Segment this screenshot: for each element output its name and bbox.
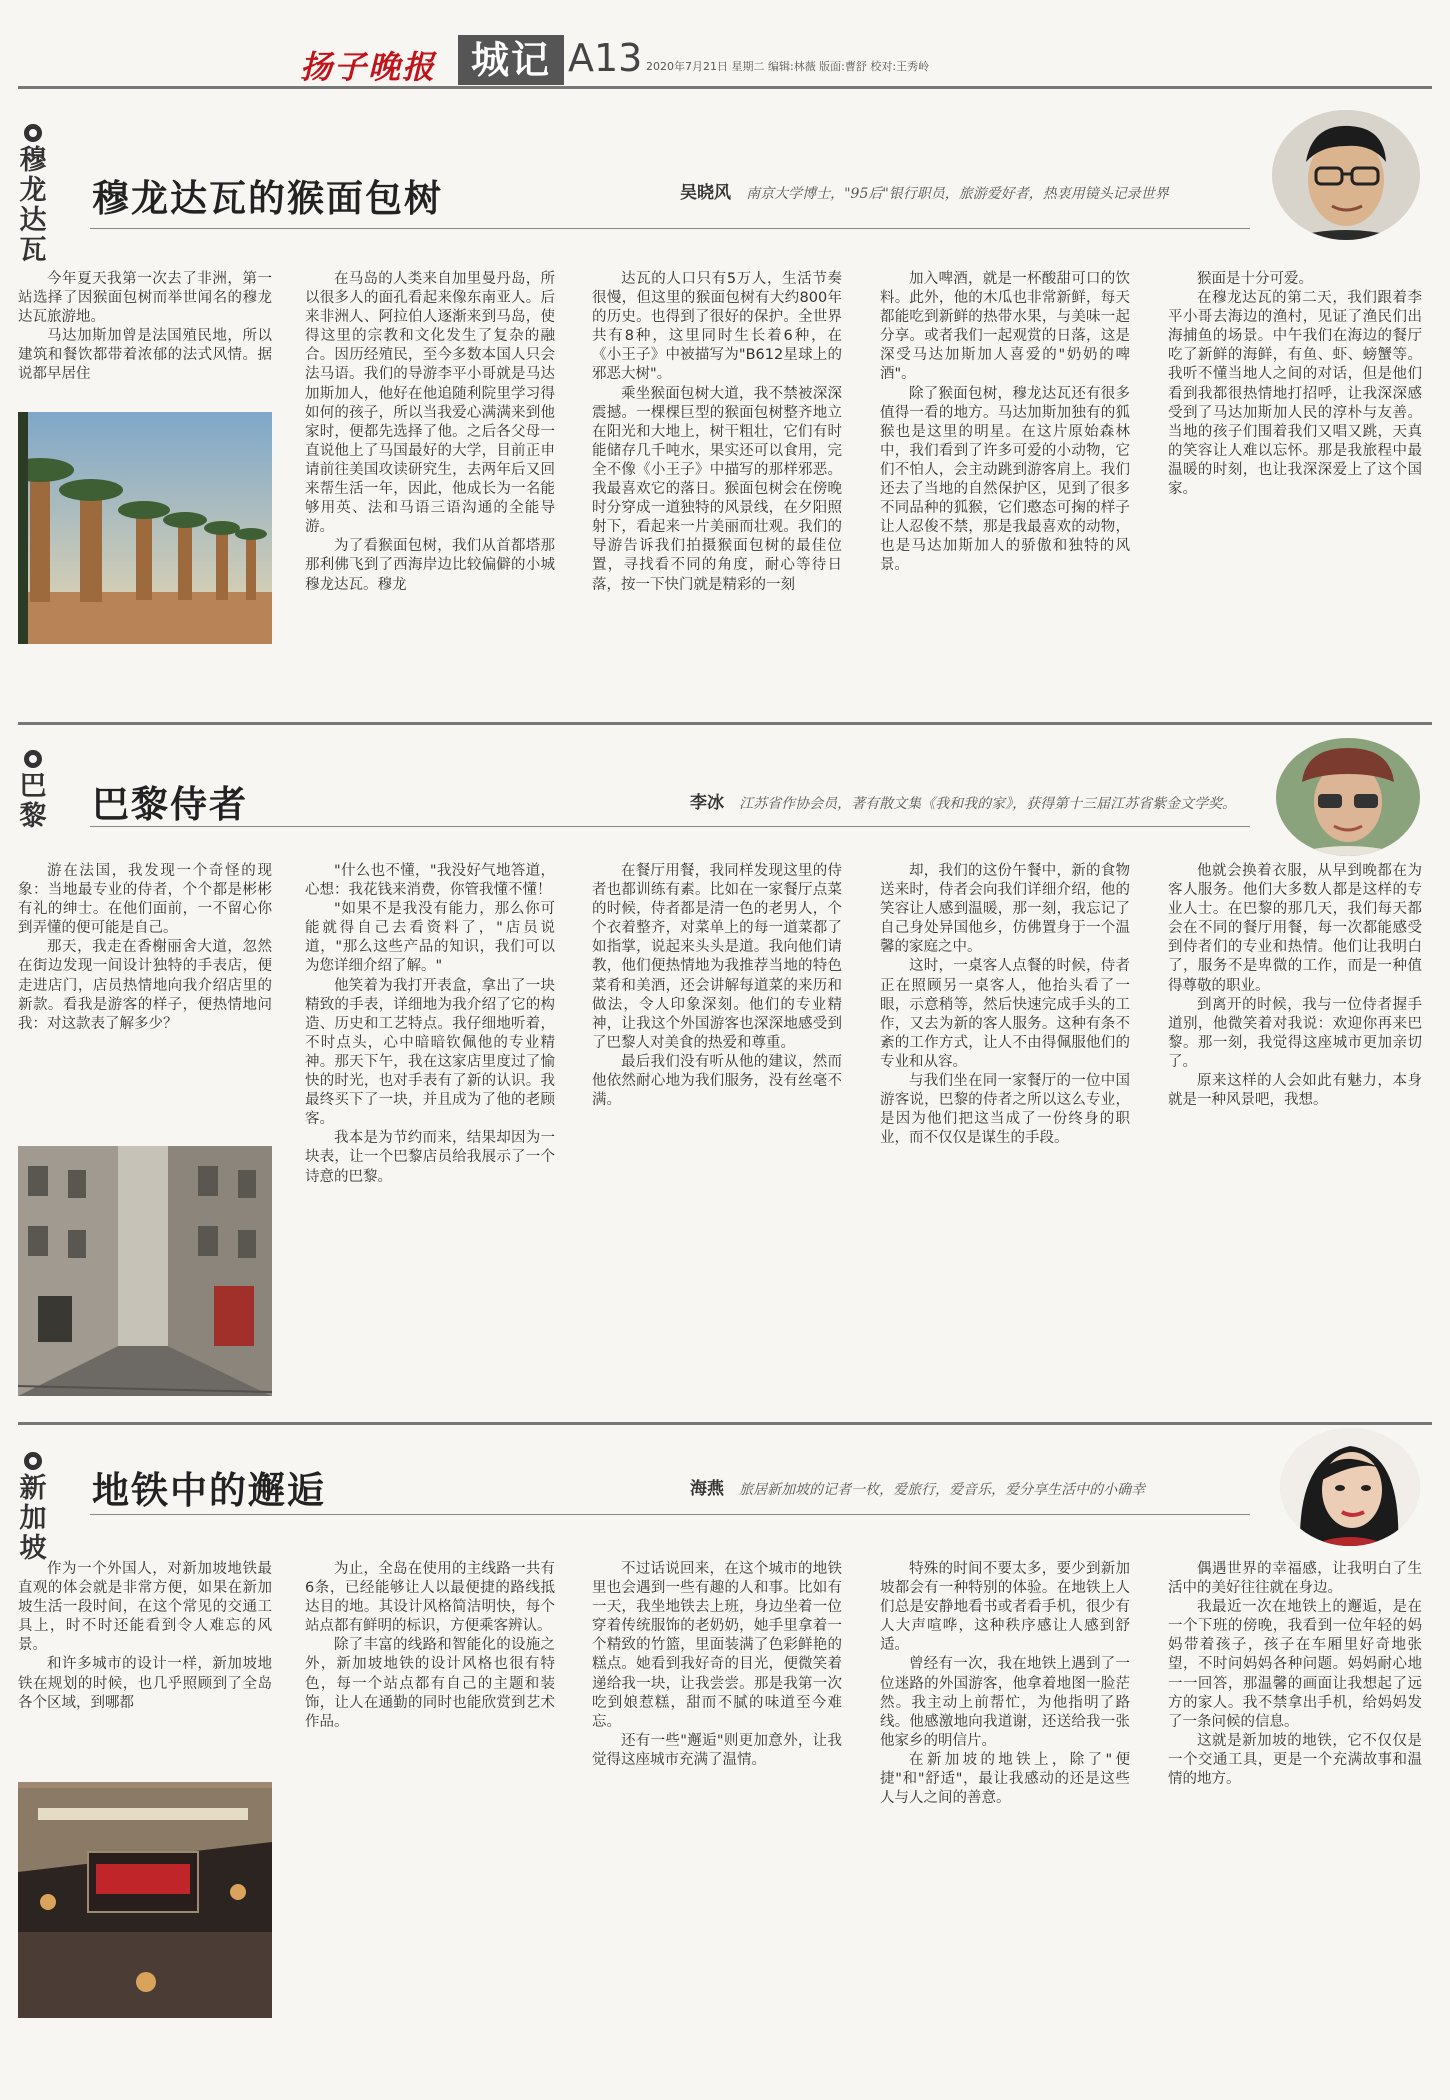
author-name: 海燕 bbox=[690, 1479, 724, 1499]
author-bio: 江苏省作协会员，著有散文集《我和我的家》，获得第十三届江苏省紫金文学奖。 bbox=[739, 796, 1237, 812]
author-name: 李冰 bbox=[690, 793, 724, 813]
paragraph: 他就会换着衣服，从早到晚都在为客人服务。他们大多数人都是这样的专业人士。在巴黎的那几天，我们每天都会在不同的餐厅用餐，每一次都能感受到侍者们的专业和热情。他们让我明白了，服务不是卑微的工作，而是一种值得尊敬的职业。 bbox=[1168, 863, 1422, 994]
section-rule bbox=[18, 722, 1432, 725]
byline bbox=[680, 178, 1169, 203]
ring-bullet-icon bbox=[24, 1452, 42, 1470]
article-column bbox=[1168, 270, 1422, 644]
paragraph: 我最近一次在地铁上的邂逅，是在一个下班的傍晚，我看到一位年轻的妈妈带着孩子，孩子在车厢里好奇地张望，不时问妈妈各种问题。妈妈耐心地一一回答，那温馨的画面让我想起了远方的家人。我不禁拿出手机，给妈妈发了一条问候的信息。 bbox=[1168, 1599, 1422, 1730]
section-title: 城记 bbox=[458, 35, 564, 85]
paragraph: 马达加斯加曾是法国殖民地，所以建筑和餐饮都带着浓郁的法式风情。据说都早居住 bbox=[18, 328, 272, 383]
paragraph: 还有一些"邂逅"则更加意外，让我觉得这座城市充满了温情。 bbox=[592, 1732, 842, 1768]
article-column bbox=[1168, 1560, 1422, 2078]
article-column bbox=[18, 862, 272, 1140]
article-column bbox=[592, 862, 842, 1396]
paragraph: 到离开的时候，我与一位侍者握手道别，他微笑着对我说：欢迎你再来巴黎。那一刻，我觉得这座城市更加亲切了。 bbox=[1168, 996, 1422, 1070]
author-bio: 旅居新加坡的记者一枚，爱旅行，爱音乐，爱分享生活中的小确幸 bbox=[739, 1482, 1146, 1498]
article-column bbox=[1168, 862, 1422, 1396]
paragraph: 不过话说回来，在这个城市的地铁里也会遇到一些有趣的人和事。比如有一天，我坐地铁去上班，身边坐着一位穿着传统服饰的老奶奶，她手里拿着一个精致的竹篮，里面装满了色彩鲜艳的糕点。她看到我好奇的目光，便微笑着递给我一块，让我尝尝。那是我第一次吃到娘惹糕，甜而不腻的味道至今难忘。 bbox=[592, 1561, 842, 1730]
paragraph: 在餐厅用餐，我同样发现这里的侍者也都训练有素。比如在一家餐厅点菜的时候，侍者都是清一色的老男人，个个衣着整齐，对菜单上的每一道菜都了如指掌，说起来头头是道。我向他们请教，他们便热情地为我推荐当地的特色菜肴和美酒，还会讲解每道菜的来历和做法，令人印象深刻。他们的专业精神，让我这个外国游客也深深地感受到了巴黎人对美食的热爱和尊重。 bbox=[592, 863, 842, 1051]
paragraph: 乘坐猴面包树大道，我不禁被深深震撼。一棵棵巨型的猴面包树整齐地立在阳光和大地上，树干粗壮，它们有时能储存几千吨水，果实还可以食用，完全不像《小王子》中描写的那样邪恶。我最喜欢它的落日。猴面包树会在傍晚时分穿成一道独特的风景线，在夕阳照射下，看起来一片美丽而壮观。我们的导游告诉我们拍摄猴面包树的最佳位置，寻找看不同的角度，耐心等待日落，按一下快门就是精彩的一刻 bbox=[592, 385, 842, 593]
ring-bullet-icon bbox=[24, 124, 42, 142]
paragraph: 那天，我走在香榭丽舍大道，忽然在街边发现一间设计独特的手表店，便走进店门，店员热情地向我介绍店里的新款。看我是游客的样子，便热情地问我：对这款表了解多少？ bbox=[18, 939, 272, 1032]
article-column bbox=[592, 1560, 842, 2078]
article-column bbox=[305, 270, 555, 644]
page-number: A13 bbox=[568, 36, 643, 80]
baobab-photo bbox=[18, 412, 272, 644]
article-column bbox=[18, 270, 272, 410]
article-column bbox=[305, 862, 555, 1396]
article-title: 穆龙达瓦的猴面包树 bbox=[92, 176, 443, 220]
tag-char: 达 bbox=[19, 205, 47, 236]
paragraph: 除了丰富的线路和智能化的设施之外，新加坡地铁的设计风格也很有特色，每一个站点都有自己的主题和装饰，让人在通勤的同时也能欣赏到艺术作品。 bbox=[305, 1637, 555, 1730]
paragraph: 除了猴面包树，穆龙达瓦还有很多值得一看的地方。马达加斯加独有的狐猴也是这里的明星。在这片原始森林中，我们看到了许多可爱的小动物，它们不怕人，会主动跳到游客肩上。我们还去了当地的自然保护区，见到了很多不同品种的狐猴，它们憨态可掬的样子让人忍俊不禁，那是我最喜欢的动物，也是马达加斯加人的骄傲和独特的风景。 bbox=[880, 385, 1130, 574]
paragraph: 在新加坡的地铁上，除了"便捷"和"舒适"，最让我感动的还是这些人与人之间的善意。 bbox=[880, 1751, 1130, 1807]
article-title: 巴黎侍者 bbox=[92, 782, 248, 826]
subway-photo bbox=[18, 1782, 272, 2018]
paragraph: 却，我们的这份午餐中，新的食物送来时，侍者会向我们详细介绍，他的笑容让人感到温暖，那一刻，我忘记了自己身处异国他乡，仿佛置身于一个温馨的家庭之中。 bbox=[880, 863, 1130, 956]
paragraph: 偶遇世界的幸福感，让我明白了生活中的美好往往就在身边。 bbox=[1168, 1561, 1422, 1597]
paragraph: 特殊的时间不要太多，要少到新加坡都会有一种特别的体验。在地铁上人们总是安静地看书或者看手机，很少有人大声喧哗，这种秩序感让人感到舒适。 bbox=[880, 1561, 1130, 1654]
tag-char: 穆 bbox=[19, 145, 47, 176]
paragraph: 在马岛的人类来自加里曼丹岛，所以很多人的面孔看起来像东南亚人。后来非洲人、阿拉伯人逐渐来到马岛，使得这里的宗教和文化发生了复杂的融合。因历经殖民，至今多数本国人只会法马语。我们的导游李平小哥就是马达加斯加人，他好在他追随利院里学习得如何的孩子，所以当我爱心满满来到他家时，便都先选择了他。之后各父母一直说他上了马国最好的大学，目前正申请前往美国攻读研究生，去两年后又回来帮生活一年，因此，他成长为一名能够用英、法和马语三语沟通的全能导游。 bbox=[305, 271, 555, 536]
article-column bbox=[305, 1560, 555, 2078]
paragraph: 这就是新加坡的地铁，它不仅仅是一个交通工具，更是一个充满故事和温情的地方。 bbox=[1168, 1732, 1422, 1788]
paragraph: 作为一个外国人，对新加坡地铁最直观的体会就是非常方便，如果在新加坡生活一段时间，在这个常见的交通工具上，时不时还能看到令人难忘的风景。 bbox=[18, 1561, 272, 1654]
paragraph: 为了看猴面包树，我们从首都塔那那利佛飞到了西海岸边比较偏僻的小城穆龙达瓦。穆龙 bbox=[305, 538, 555, 593]
author-name: 吴晓风 bbox=[680, 183, 731, 203]
paragraph: 猴面是十分可爱。 bbox=[1197, 271, 1313, 287]
ring-bullet-icon bbox=[24, 750, 42, 768]
tag-char: 加 bbox=[19, 1503, 47, 1534]
paragraph: 这时，一桌客人点餐的时候，侍者正在照顾另一桌客人，他抬头看了一眼，示意稍等，然后快速完成手头的工作，又去为新的客人服务。这种有条不紊的工作方式，让人不由得佩服他们的专业和从容。 bbox=[880, 958, 1130, 1070]
vertical-tag bbox=[18, 1452, 48, 1564]
vertical-tag bbox=[18, 124, 48, 266]
paragraph: "什么也不懂，"我没好气地答道，心想：我花钱来消费，你管我懂不懂！ bbox=[305, 863, 555, 899]
tag-char: 瓦 bbox=[19, 235, 47, 266]
article-column bbox=[880, 270, 1130, 644]
paris-street-photo bbox=[18, 1146, 272, 1396]
paragraph: 原来这样的人会如此有魅力，本身就是一种风景吧，我想。 bbox=[1168, 1073, 1422, 1109]
paragraph: 曾经有一次，我在地铁上遇到了一位迷路的外国游客，他拿着地图一脸茫然。我主动上前帮忙，为他指明了路线。他感激地向我道谢，还送给我一张他家乡的明信片。 bbox=[880, 1656, 1130, 1749]
section-rule bbox=[18, 1422, 1432, 1425]
masthead-rule bbox=[18, 86, 1432, 89]
tag-char: 新 bbox=[19, 1473, 47, 1504]
article-column bbox=[18, 1560, 272, 1778]
title-rule bbox=[90, 1514, 1250, 1515]
article-column bbox=[880, 1560, 1130, 2078]
paragraph: 今年夏天我第一次去了非洲，第一站选择了因猴面包树而举世闻名的穆龙达瓦旅游地。 bbox=[18, 271, 272, 326]
title-rule bbox=[90, 826, 1250, 827]
tag-char: 黎 bbox=[19, 801, 47, 832]
vertical-tag bbox=[18, 750, 48, 832]
article-column bbox=[880, 862, 1130, 1396]
paragraph: 游在法国，我发现一个奇怪的现象：当地最专业的侍者，个个都是彬彬有礼的绅士。在他们面前，一不留心你到弄懂的便可能是自己。 bbox=[18, 863, 272, 937]
author-avatar bbox=[1280, 1428, 1420, 1546]
paragraph: 为止，全岛在使用的主线路一共有6条，已经能够让人以最便捷的路线抵达目的地。其设计风格简洁明快，每个站点都有鲜明的标识，方便乘客辨认。 bbox=[305, 1561, 555, 1635]
issue-meta: 2020年7月21日 星期二 编辑:林薇 版面:曹舒 校对:王秀岭 bbox=[646, 60, 930, 73]
paragraph: 最后我们没有听从他的建议，然而他依然耐心地为我们服务，没有丝毫不满。 bbox=[592, 1053, 842, 1109]
paragraph: 他笑着为我打开表盒，拿出了一块精致的手表，详细地为我介绍了它的构造、历史和工艺特点。我仔细地听着，不时点头，心中暗暗钦佩他的专业精神。那天下午，我在这家店里度过了愉快的时光，也对手表有了新的认识。我最终买下了一块，并且成为了他的老顾客。 bbox=[305, 977, 555, 1128]
paragraph: "如果不是我没有能力，那么你可能就得自己去看资料了，"店员说道，"那么这些产品的知识，我们可以为您详细介绍了解。" bbox=[305, 901, 555, 975]
paragraph: 加入啤酒，就是一杯酸甜可口的饮料。此外，他的木瓜也非常新鲜，每天都能吃到新鲜的热带水果，与美味一起分享。或者我们一起观赏的日落，这是深受马达加斯加人喜爱的"奶奶的啤酒"。 bbox=[880, 271, 1130, 383]
author-avatar bbox=[1272, 110, 1420, 240]
author-avatar bbox=[1276, 738, 1420, 856]
newspaper-logo: 扬子晚报 bbox=[300, 48, 437, 86]
masthead bbox=[0, 0, 1450, 88]
tag-char: 坡 bbox=[19, 1533, 47, 1564]
author-bio: 南京大学博士，"95后"银行职员，旅游爱好者，热衷用镜头记录世界 bbox=[746, 186, 1169, 202]
tag-char: 巴 bbox=[19, 771, 47, 802]
title-rule bbox=[90, 228, 1250, 229]
paragraph: 与我们坐在同一家餐厅的一位中国游客说，巴黎的侍者之所以这么专业，是因为他们把这当成了一份终身的职业，而不仅仅是谋生的手段。 bbox=[880, 1073, 1130, 1147]
article-title: 地铁中的邂逅 bbox=[92, 1468, 326, 1512]
byline bbox=[690, 1474, 1145, 1499]
paragraph: 达瓦的人口只有5万人，生活节奏很慢，但这里的猴面包树有大约800年的历史。也得到了很好的保护。全世界共有8种，这里同时生长着6种，在《小王子》中被描写为"B612星球上的邪恶大树"。 bbox=[592, 271, 842, 383]
paragraph: 我本是为节约而来，结果却因为一块表，让一个巴黎店员给我展示了一个诗意的巴黎。 bbox=[305, 1130, 555, 1185]
tag-char: 龙 bbox=[19, 175, 47, 206]
paragraph: 和许多城市的设计一样，新加坡地铁在规划的时候，也几乎照顾到了全岛各个区域，到哪都 bbox=[18, 1656, 272, 1711]
byline bbox=[690, 788, 1236, 813]
paragraph: 在穆龙达瓦的第二天，我们跟着李平小哥去海边的渔村，见证了渔民们出海捕鱼的场景。中午我们在海边的餐厅吃了新鲜的海鲜，有鱼、虾、螃蟹等。我听不懂当地人之间的对话，但是他们看到我都很热情地打招呼，让我深深感受到了马达加斯加人民的淳朴与友善。当地的孩子们围着我们又唱又跳，天真的笑容让人难以忘怀。那是我旅程中最温暖的时刻，也让我深深爱上了这个国家。 bbox=[1168, 290, 1422, 498]
article-column bbox=[592, 270, 842, 644]
